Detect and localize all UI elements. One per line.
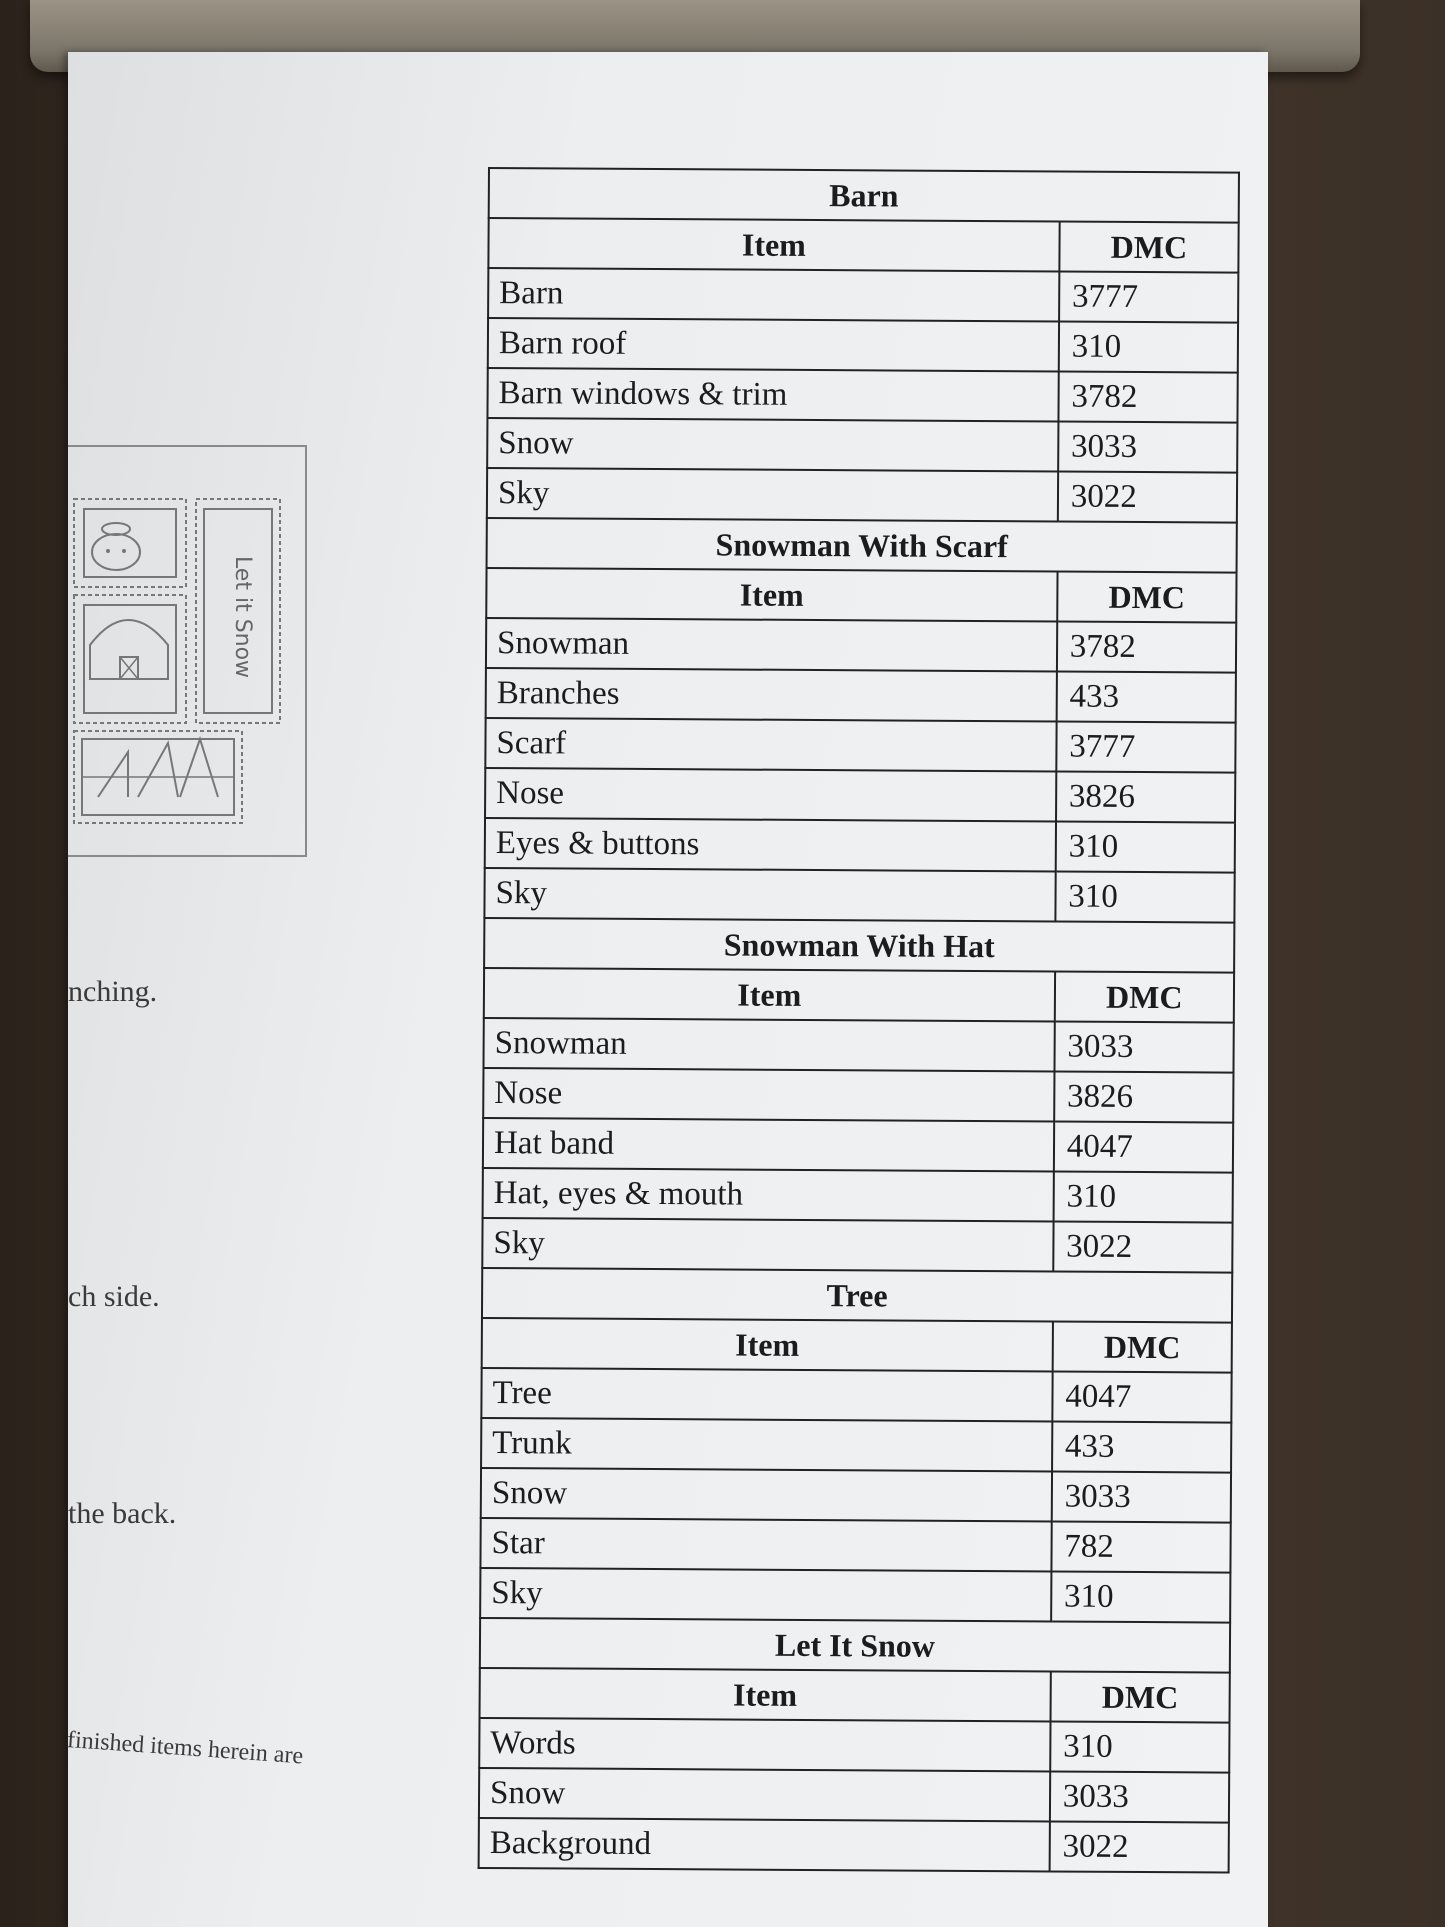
column-header-item: Item [484,968,1055,1021]
item-cell: Hat band [483,1118,1054,1171]
column-header-item: Item [480,1668,1051,1721]
table-row [486,618,1236,673]
table-row [488,318,1238,373]
dmc-cell: 782 [1051,1521,1231,1572]
table-header-row [480,1668,1230,1723]
item-cell: Snowman [486,618,1057,671]
item-cell: Scarf [485,718,1056,771]
section-title: Barn [489,168,1239,223]
pattern-page [68,52,1268,1927]
table-row [487,468,1237,523]
dmc-cell: 310 [1059,321,1239,372]
dmc-cell: 310 [1050,1721,1230,1772]
item-cell: Snow [479,1768,1050,1821]
section-title: Snowman With Hat [484,918,1234,973]
table-row [480,1568,1230,1623]
column-header-dmc: DMC [1055,971,1235,1022]
section-title: Snowman With Scarf [487,518,1237,573]
table-row [486,668,1236,723]
item-cell: Barn [488,268,1059,321]
side-text-fragment: nching. [68,975,158,1008]
table-header-row [486,568,1236,623]
dmc-cell: 3033 [1054,1021,1234,1072]
table-row [483,1018,1233,1073]
section-title: Let It Snow [480,1618,1230,1673]
dmc-cell: 3022 [1058,471,1238,522]
section-title-row [482,1268,1232,1323]
item-cell: Sky [487,468,1058,521]
column-header-dmc: DMC [1052,1321,1232,1372]
dmc-cell: 3777 [1059,271,1239,322]
section-title-row [480,1618,1230,1673]
column-header-dmc: DMC [1050,1671,1230,1722]
pattern-illustration [68,447,305,855]
dmc-cell: 3826 [1054,1071,1234,1122]
item-cell: Sky [482,1218,1053,1271]
dmc-cell: 4047 [1054,1121,1234,1172]
table-row [488,268,1238,323]
table-row [481,1468,1231,1523]
item-cell: Snow [481,1468,1052,1521]
item-cell: Nose [485,768,1056,821]
dmc-cell: 3033 [1050,1771,1230,1822]
column-header-dmc: DMC [1057,571,1237,622]
side-text-fragment: ch side. [68,1280,160,1313]
table-row [482,1218,1232,1273]
table-row [483,1118,1233,1173]
item-cell: Sky [484,868,1055,921]
dmc-cell: 310 [1055,871,1235,922]
section-title-row [489,168,1239,223]
column-header-item: Item [488,218,1059,271]
table-row [479,1718,1229,1773]
dmc-cell: 310 [1051,1571,1231,1622]
dmc-cell: 3777 [1056,721,1236,772]
dmc-cell: 310 [1055,821,1235,872]
dmc-cell: 3782 [1058,371,1238,422]
side-text-fragment: finished items herein are [66,1727,305,1770]
dmc-cell: 310 [1053,1171,1233,1222]
dmc-cell: 3033 [1052,1471,1232,1522]
dmc-cell: 433 [1052,1421,1232,1472]
section-title-row [484,918,1234,973]
dmc-cell: 3022 [1053,1221,1233,1272]
item-cell: Words [479,1718,1050,1771]
table-row [485,768,1235,823]
item-cell: Star [480,1518,1051,1571]
section-title-row [487,518,1237,573]
pattern-thumbnail [68,445,307,857]
table-row [483,1068,1233,1123]
table-row [481,1418,1231,1473]
item-cell: Hat, eyes & mouth [483,1168,1054,1221]
table-row [481,1368,1231,1423]
table-header-row [484,968,1234,1023]
item-cell: Barn windows & trim [487,368,1058,421]
dmc-color-table [478,167,1240,1874]
item-cell: Trunk [481,1418,1052,1471]
item-cell: Background [479,1818,1050,1871]
table-row [483,1168,1233,1223]
item-cell: Eyes & buttons [485,818,1056,871]
table-header-row [482,1318,1232,1373]
table-row [485,818,1235,873]
dmc-cell: 3782 [1057,621,1237,672]
column-header-dmc: DMC [1059,221,1239,272]
table-row [480,1518,1230,1573]
table-row [479,1818,1229,1873]
table-row [487,368,1237,423]
item-cell: Tree [481,1368,1052,1421]
dmc-cell: 4047 [1052,1371,1232,1422]
table-row [479,1768,1229,1823]
dmc-cell: 433 [1056,671,1236,722]
table-row [487,418,1237,473]
item-cell: Barn roof [488,318,1059,371]
table-row [484,868,1234,923]
dmc-cell: 3826 [1056,771,1236,822]
side-text-fragment: the back. [68,1497,177,1530]
item-cell: Sky [480,1568,1051,1621]
thumbnail-label: Let it Snow [230,555,255,679]
section-title: Tree [482,1268,1232,1323]
column-header-item: Item [482,1318,1053,1371]
item-cell: Snowman [483,1018,1054,1071]
item-cell: Branches [486,668,1057,721]
item-cell: Snow [487,418,1058,471]
item-cell: Nose [483,1068,1054,1121]
table-header-row [488,218,1238,273]
column-header-item: Item [486,568,1057,621]
dmc-cell: 3033 [1058,421,1238,472]
table-row [485,718,1235,773]
dmc-cell: 3022 [1049,1821,1229,1872]
